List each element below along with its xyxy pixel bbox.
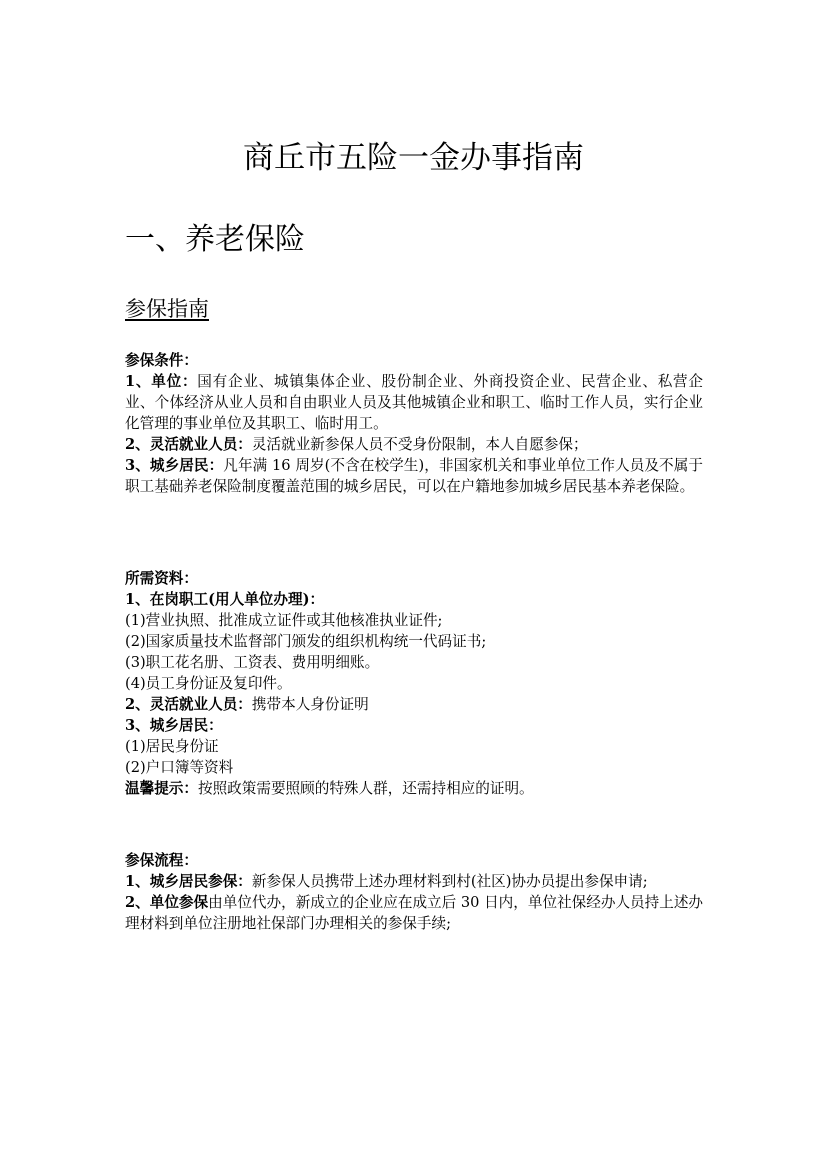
materials-block [125,568,703,799]
condition-text: 凡年满 16 周岁(不含在校学生)，非国家机关和事业单位工作人员及不属于职工基础养老保险制度覆盖范围的城乡居民，可以在户籍地参加城乡居民基本养老保险。 [125,457,703,495]
condition-label: 1、单位： [125,373,198,390]
condition-item [125,434,703,455]
materials-heading-text: 所需资料： [125,570,198,587]
process-item [125,892,703,934]
resident-item: (1)居民身份证 [125,738,219,755]
document-title: 商丘市五险一金办事指南 [243,140,584,176]
conditions-heading-text: 参保条件： [125,352,198,369]
section-heading: 一、养老保险 [125,222,305,257]
process-text: 新参保人员携带上述办理材料到村(社区)协办员提出参保申请; [251,873,648,890]
tip-label: 温馨提示： [125,780,198,797]
condition-item [125,455,703,497]
process-heading [125,850,703,871]
flexible-text: 携带本人身份证明 [251,696,369,713]
employee-heading [125,589,703,610]
employee-item: (2)国家质量技术监督部门颁发的组织机构统一代码证书; [125,633,487,650]
conditions-heading [125,350,703,371]
process-item [125,871,703,892]
flexible-label: 2、灵活就业人员： [125,696,252,713]
conditions-block [125,350,703,497]
condition-label: 2、灵活就业人员： [125,436,252,453]
employee-item: (1)营业执照、批准成立证件或其他核准执业证件; [125,612,443,629]
materials-heading [125,568,703,589]
condition-text: 国有企业、城镇集体企业、股份制企业、外商投资企业、民营企业、私营企业、个体经济从业人员和自由职业人员及其他城镇企业和职工、临时工作人员，实行企业化管理的事业单位及其职工、临时用工。 [125,373,703,432]
resident-item: (2)户口簿等资料 [125,759,234,776]
resident-heading-text: 3、城乡居民： [125,717,223,734]
condition-label: 3、城乡居民： [125,457,224,474]
resident-heading [125,715,703,736]
process-text: 由单位代办，新成立的企业应在成立后 30 日内，单位社保经办人员持上述办理材料到单位注册地社保部门办理相关的参保手续; [125,894,704,932]
process-label: 1、城乡居民参保： [125,873,252,890]
condition-text: 灵活就业新参保人员不受身份限制，本人自愿参保； [251,436,588,453]
subsection-heading: 参保指南 [125,297,209,321]
condition-item [125,371,703,434]
employee-item: (3)职工花名册、工资表、费用明细账。 [125,654,380,671]
process-label: 2、单位参保 [125,894,209,911]
process-block [125,850,703,934]
tip-text: 按照政策需要照顾的特殊人群，还需持相应的证明。 [197,780,534,797]
employee-heading-text: 1、在岗职工(用人单位办理)： [125,591,325,608]
flexible-item [125,694,703,715]
process-heading-text: 参保流程： [125,852,198,869]
employee-item: (4)员工身份证及复印件。 [125,675,292,692]
tip-item [125,778,703,799]
